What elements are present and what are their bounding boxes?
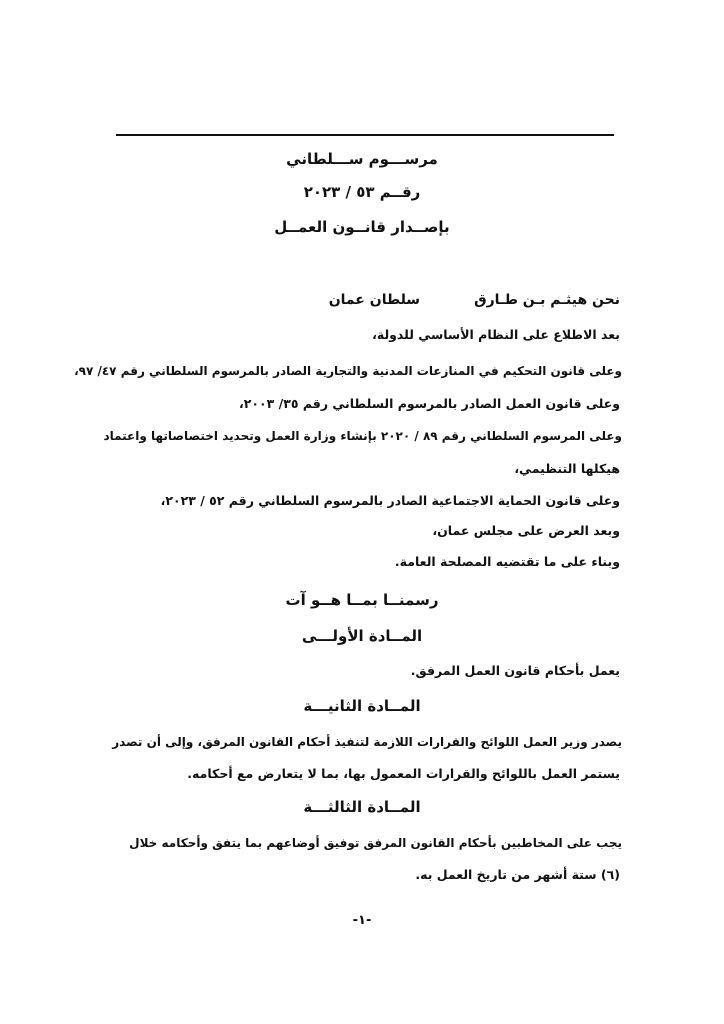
sultan-name: نحن هيثـم بـن طـارق — [474, 292, 620, 308]
article-title: المــادة الثالثـــة — [303, 798, 421, 816]
top-rule — [116, 134, 614, 136]
article-title: المــادة الثانيـــة — [303, 697, 421, 715]
preamble-line: وبناء على ما تقتضيه المصلحة العامة. — [394, 554, 620, 569]
preamble-line: وعلى قانون الحماية الاجتماعية الصادر بالمرسوم السلطاني رقم ٥٢ / ٢٠٢٣، — [160, 493, 620, 508]
decree-number: رقــم ٥٣ / ٢٠٢٣ — [303, 183, 421, 201]
article-line: يعمل بأحكام قانون العمل المرفق. — [410, 663, 620, 678]
article-line: يستمر العمل باللوائح والقرارات المعمول بها، بما لا يتعارض مع أحكامه. — [187, 766, 620, 781]
decree-subject: بإصــدار قانــون العمــل — [274, 218, 450, 236]
preamble-line: وعلى قانون العمل الصادر بالمرسوم السلطاني رقم ٣٥/ ٢٠٠٣، — [239, 396, 620, 411]
sultan-line — [100, 290, 620, 310]
page-number: -١- — [352, 913, 372, 928]
decree-title: مرســـوم ســـلطاني — [286, 150, 438, 168]
preamble-line: هيكلها التنظيمي، — [514, 461, 620, 476]
article-line: يصدر وزير العمل اللوائح والقرارات اللازمة لتنفيذ أحكام القانون المرفق، وإلى أن تصدر — [112, 735, 622, 749]
preamble-line: وعلى المرسوم السلطاني رقم ٨٩ / ٢٠٢٠ بإنشاء وزارة العمل وتحديد اختصاصاتها واعتماد — [103, 429, 622, 443]
sultan-title: سلطان عمان — [328, 292, 421, 308]
preamble-line: وبعد العرض على مجلس عمان، — [432, 523, 620, 538]
decreed-heading: رسمنــا بمــا هــو آت — [285, 591, 439, 609]
preamble-line: وعلى قانون التحكيم في المنازعات المدنية والتجارية الصادر بالمرسوم السلطاني رقم ٤٧/ ٩٧، — [74, 364, 622, 378]
article-line: (٦) ستة أشهر من تاريخ العمل به. — [415, 867, 620, 882]
article-title: المــادة الأولـــى — [301, 627, 423, 645]
preamble-line: بعد الاطلاع على النظام الأساسي للدولة، — [372, 327, 620, 342]
article-line: يجب على المخاطبين بأحكام القانون المرفق توفيق أوضاعهم بما يتفق وأحكامه خلال — [129, 836, 622, 850]
